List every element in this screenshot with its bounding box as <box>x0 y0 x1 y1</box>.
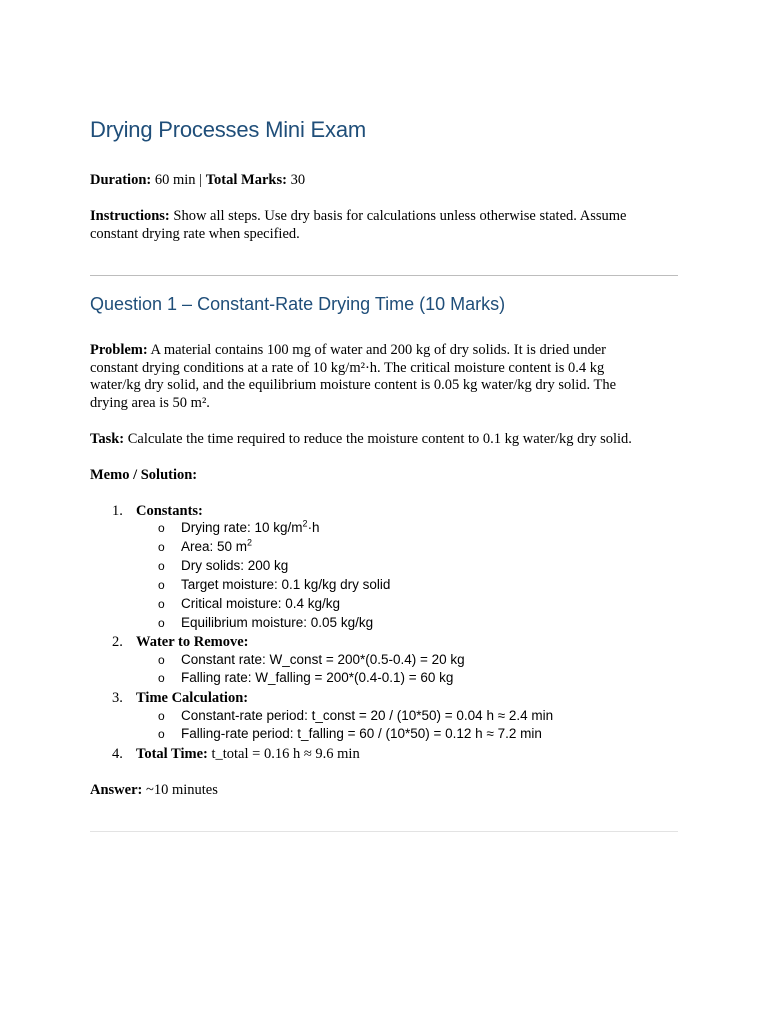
bullet-icon: o <box>158 653 165 667</box>
list-item <box>158 707 553 725</box>
step-water-to-remove <box>112 633 248 651</box>
step-number: 2. <box>112 634 123 650</box>
target-moisture-text: Target moisture: 0.1 kg/kg dry solid <box>181 577 391 592</box>
instructions-text: Show all steps. Use dry basis for calculations unless otherwise stated. Assume constant drying rate when specified. <box>90 208 627 242</box>
instructions-label: Instructions: <box>90 208 170 224</box>
step-constants <box>112 502 203 520</box>
constant-rate-time-text: Constant-rate period: t_const = 20 / (10*50) = 0.04 h ≈ 2.4 min <box>181 708 554 723</box>
bullet-icon: o <box>158 597 165 611</box>
falling-rate-time-text: Falling-rate period: t_falling = 60 / (10*50) = 0.12 h ≈ 7.2 min <box>181 726 542 741</box>
list-item <box>158 725 542 743</box>
bullet-icon: o <box>158 540 165 554</box>
bullet-icon: o <box>158 709 165 723</box>
superscript: 2 <box>302 518 308 529</box>
duration-label: Duration: <box>90 172 152 188</box>
step-label: Time Calculation: <box>136 690 249 706</box>
bullet-icon: o <box>158 616 165 630</box>
critical-moisture-text: Critical moisture: 0.4 kg/kg <box>181 596 341 611</box>
marks-value: 30 <box>286 172 306 188</box>
step-label: Water to Remove: <box>136 634 249 650</box>
step-total-time <box>112 745 360 763</box>
task-label: Task: <box>90 431 125 447</box>
drying-rate-unit: ·h <box>307 520 320 535</box>
section-divider <box>90 831 678 832</box>
step-number: 3. <box>112 690 123 706</box>
list-item <box>158 538 252 556</box>
problem-statement <box>90 342 650 412</box>
task-text: Calculate the time required to reduce the moisture content to 0.1 kg water/kg dry solid. <box>124 431 632 447</box>
memo-label: Memo / Solution: <box>90 467 198 483</box>
problem-text: A material contains 100 mg of water and 200 kg of dry solids. It is dried under constant drying conditions at a rate of 10 kg/m²·h. The critical moisture content is 0.4 kg water/kg dry solid, and the equilibrium moisture content is 0.05 kg water/kg dry solid. The drying area is 50 m². <box>90 342 617 411</box>
bullet-icon: o <box>158 727 165 741</box>
exam-meta <box>90 172 670 190</box>
bullet-icon: o <box>158 521 165 535</box>
list-item <box>158 669 453 687</box>
section-divider <box>90 275 678 276</box>
step-label: Total Time: <box>136 746 208 762</box>
list-item <box>158 557 288 575</box>
list-item <box>158 576 390 594</box>
step-number: 4. <box>112 746 123 762</box>
instructions <box>90 208 660 243</box>
dry-solids-text: Dry solids: 200 kg <box>181 558 289 573</box>
bullet-icon: o <box>158 559 165 573</box>
duration-value: 60 min | <box>151 172 206 188</box>
total-time-text: t_total = 0.16 h ≈ 9.6 min <box>207 746 360 762</box>
answer-label: Answer: <box>90 782 143 798</box>
list-item <box>158 614 373 632</box>
task-statement <box>90 431 670 449</box>
step-label: Constants: <box>136 503 203 519</box>
memo-heading <box>90 467 670 485</box>
question-1-heading: Question 1 – Constant-Rate Drying Time (10 Marks) <box>90 294 506 314</box>
list-item <box>158 595 340 613</box>
answer <box>90 782 670 800</box>
step-time-calculation <box>112 689 248 707</box>
constant-rate-water-text: Constant rate: W_const = 200*(0.5-0.4) = 20 kg <box>181 652 465 667</box>
superscript: 2 <box>247 537 253 548</box>
drying-rate-text: Drying rate: 10 kg/m <box>181 520 303 535</box>
page-title: Drying Processes Mini Exam <box>90 117 366 142</box>
step-number: 1. <box>112 503 123 519</box>
list-item <box>158 651 465 669</box>
bullet-icon: o <box>158 671 165 685</box>
area-text: Area: 50 m <box>181 539 248 554</box>
problem-label: Problem: <box>90 342 148 358</box>
answer-text: ~10 minutes <box>142 782 218 798</box>
list-item <box>158 519 320 537</box>
bullet-icon: o <box>158 578 165 592</box>
falling-rate-water-text: Falling rate: W_falling = 200*(0.4-0.1) = 60 kg <box>181 670 454 685</box>
equilibrium-moisture-text: Equilibrium moisture: 0.05 kg/kg <box>181 615 374 630</box>
marks-label: Total Marks: <box>205 172 287 188</box>
